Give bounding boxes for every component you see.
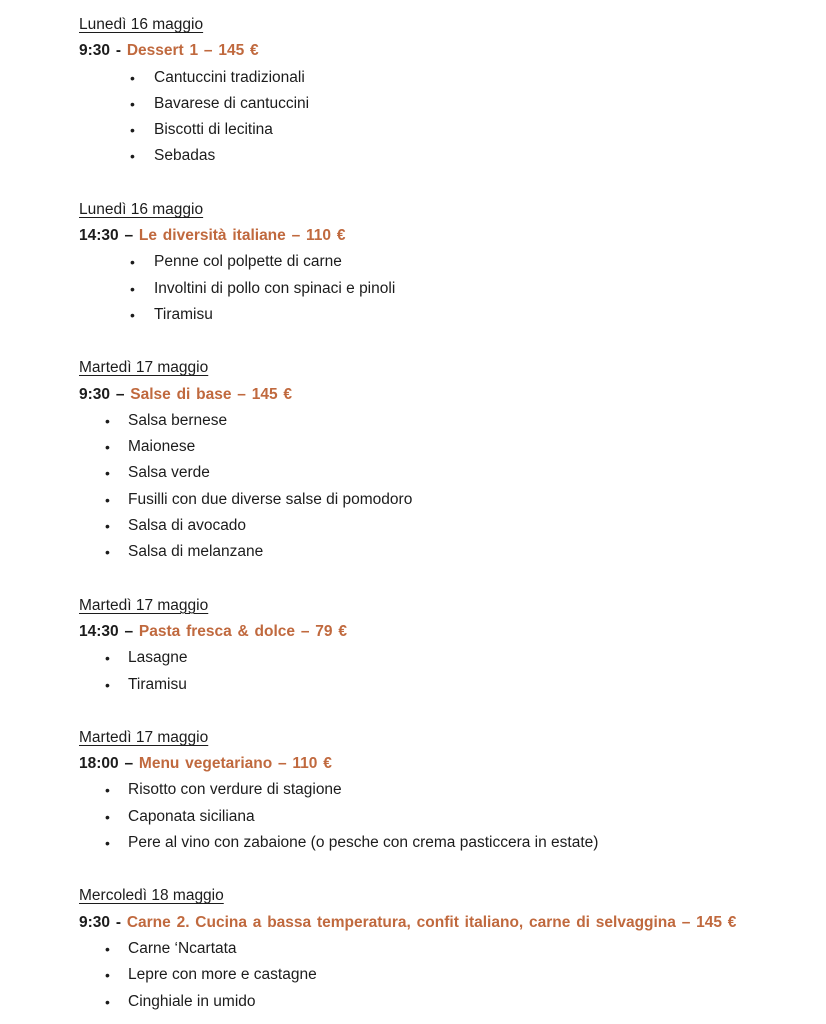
session-title: Carne 2. Cucina a bassa temperatura, confit italiano, carne di selvaggina – 145 € <box>126 913 737 931</box>
menu-session-3 <box>79 355 796 565</box>
menu-item: • Risotto con verdure di stagione <box>79 777 796 803</box>
time-title-separator: – <box>124 227 134 245</box>
session-line <box>79 382 796 408</box>
menu-session-2 <box>79 197 796 328</box>
menu-item: • Salsa bernese <box>79 408 796 434</box>
time-title-separator: – <box>115 385 125 403</box>
menu-item-list <box>79 408 796 566</box>
menu-item: • Salsa verde <box>79 460 796 486</box>
menu-item: • Tiramisu <box>79 672 796 698</box>
menu-item-list <box>79 645 796 698</box>
menu-item: • Salsa di avocado <box>79 513 796 539</box>
menu-item-list <box>79 249 796 328</box>
day-heading: Martedì 17 maggio <box>79 728 209 746</box>
menu-session-1 <box>79 12 796 170</box>
session-line <box>79 38 796 64</box>
session-title: Salse di base – 145 € <box>130 385 293 403</box>
time-title-separator: - <box>115 913 122 931</box>
session-time: 14:30 <box>79 622 119 640</box>
session-time: 9:30 <box>79 385 111 403</box>
menu-item: • Cinghiale in umido <box>79 989 796 1015</box>
menu-item: • Caponata siciliana <box>79 804 796 830</box>
menu-item: • Carne ‘Ncartata <box>79 936 796 962</box>
session-time: 18:00 <box>79 755 119 773</box>
menu-item: • Bavarese di cantuccini <box>79 91 796 117</box>
menu-item: • Fusilli con due diverse salse di pomodoro <box>79 487 796 513</box>
session-title: Dessert 1 – 145 € <box>126 42 259 60</box>
session-line <box>79 751 796 777</box>
menu-item: • Sebadas <box>79 143 796 169</box>
session-title: Menu vegetariano – 110 € <box>138 755 332 773</box>
day-heading: Mercoledì 18 maggio <box>79 887 224 905</box>
menu-item: • Lasagne <box>79 645 796 671</box>
menu-item: • Lepre con more e castagne <box>79 962 796 988</box>
menu-item-list <box>79 65 796 170</box>
menu-session-5 <box>79 725 796 856</box>
menu-item: • Pere al vino con zabaione (o pesche con crema pasticcera in estate) <box>79 830 796 856</box>
session-line <box>79 223 796 249</box>
time-title-separator: – <box>124 755 134 773</box>
day-heading: Lunedì 16 maggio <box>79 16 204 33</box>
menu-item-list <box>79 936 796 1015</box>
session-line <box>79 910 796 936</box>
session-time: 9:30 <box>79 42 111 60</box>
time-title-separator: - <box>115 42 122 60</box>
day-heading: Martedì 17 maggio <box>79 359 209 377</box>
session-title: Le diversità italiane – 110 € <box>138 227 346 245</box>
menu-item: • Biscotti di lecitina <box>79 117 796 143</box>
menu-session-6 <box>79 883 796 1014</box>
menu-item: • Salsa di melanzane <box>79 539 796 565</box>
menu-item: • Penne col polpette di carne <box>79 249 796 275</box>
menu-item: • Involtini di pollo con spinaci e pinoli <box>79 276 796 302</box>
menu-item: • Tiramisu <box>79 302 796 328</box>
session-title: Pasta fresca & dolce – 79 € <box>138 622 347 640</box>
day-heading: Lunedì 16 maggio <box>79 200 204 218</box>
time-title-separator: – <box>124 622 134 640</box>
session-time: 14:30 <box>79 227 119 245</box>
menu-session-4 <box>79 593 796 698</box>
menu-item: • Maionese <box>79 434 796 460</box>
session-line <box>79 619 796 645</box>
session-time: 9:30 <box>79 913 111 931</box>
menu-item-list <box>79 777 796 856</box>
day-heading: Martedì 17 maggio <box>79 596 209 614</box>
menu-item: • Cantuccini tradizionali <box>79 65 796 91</box>
